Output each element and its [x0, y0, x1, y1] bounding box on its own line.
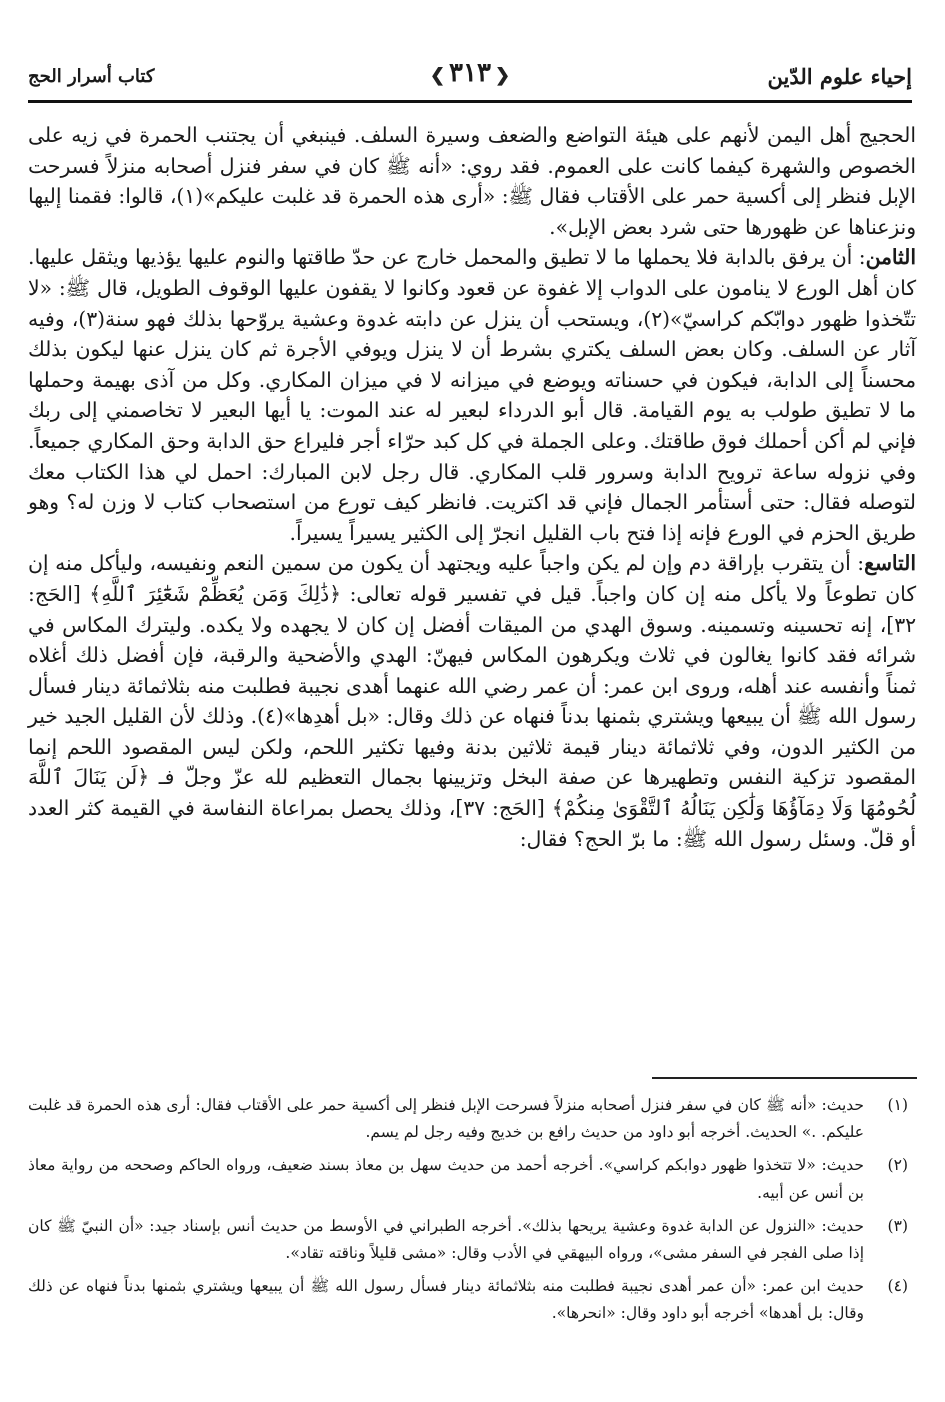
paragraph-heading: التاسع — [864, 551, 916, 576]
main-text — [28, 120, 916, 854]
paragraph-heading: الثامن — [865, 245, 916, 270]
footnote-text: حديث: «النزول عن الدابة غدوة وعشية يريحها بذلك». أخرجه الطبراني في الأوسط من حديث أنس بإسناد جيد: «أن النبيّ ﷺ كان إذا صلى الفجر في السفر مشى»، ورواه البيهقي في الأدب وقال: «مشى قليلاً وناقته تقاد». — [28, 1216, 864, 1263]
paragraph-text: : أن يتقرب بإراقة دم وإن لم يكن واجباً عليه ويجتهد أن يكون من سمين النعم ونفيسه، وليأكل منه إن كان تطوعاً ولا يأكل منه إن كان واجباً. قيل في تفسير قوله تعالى: ﴿ذَٰلِكَ وَمَن يُعَظِّمْ شَعَٰٓئِرَ ٱللَّهِ﴾ [الحَج: ٣٢]، إنه تحسينه وتسمينه. وسوق الهدي من الميقات أفضل إن كان لا يجهده ولا يكده. وليترك المكاس في شرائه فقد كانوا يغالون في ثلاث ويكرهون المكاس فيهنّ: الهدي والأضحية والرقبة، فإن أفضل ذلك أغلاه ثمناً وأنفسه عند أهله، وروى ابن عمر: أن عمر رضي الله عنهما أهدى نجيبة فطلبت منه بثلاثمائة دينار فسأل رسول الله ﷺ أن يبيعها ويشتري بثمنها بدناً فنهاه عن ذلك وقال: «بل أهدِها»(٤). وذلك لأن القليل الجيد خير من الكثير الدون، وفي ثلاثمائة دينار قيمة ثلاثين بدنة وفيها تكثير اللحم، ولكن ليس المقصود اللحم إنما المقصود تزكية النفس وتطهيرها عن صفة البخل وتزيينها بجمال التعظيم لله عزّ وجلّ فـ ﴿لَن يَنَالَ ٱللَّهَ لُحُومُهَا وَلَا دِمَآؤُهَا وَلَٰكِن يَنَالُهُ ٱلتَّقْوَىٰ مِنكُمْ﴾ [الحَج: ٣٧]، وذلك يحصل بمراعاة النفاسة في القيمة كثر العدد أو قلّ. وسئل رسول الله ﷺ: ما برّ الحج؟ فقال: — [28, 551, 916, 851]
page-number-block — [426, 58, 514, 88]
section-title: كتاب أسرار الحج — [28, 66, 155, 87]
footnote-item — [28, 1152, 916, 1206]
left-ornament-icon: ❮ — [494, 65, 511, 86]
footnote-item — [28, 1273, 916, 1327]
footnote-text: حديث: «لا تتخذوا ظهور دوابكم كراسي». أخرجه أحمد من حديث سهل بن معاذ بسند ضعيف، ورواه الحاكم وصححه من رواية معاذ بن أنس عن أبيه. — [28, 1156, 864, 1202]
footnote-item — [28, 1092, 916, 1146]
paragraph-text: الحجيج أهل اليمن لأنهم على هيئة التواضع والضعف وسيرة السلف. فينبغي أن يجتنب الحمرة في زيه على الخصوص والشهرة كيفما كانت على العموم. فقد روي: «أنه ﷺ كان في سفر فنزل أصحابه منزلاً فسرحت الإبل فنظر إلى أكسية حمر على الأقتاب فقال ﷺ: «أرى هذه الحمرة قد غلبت عليكم»(١)، قالوا: فقمنا إليها ونزعناها عن ظهورها حتى شرد بعض الإبل». — [28, 123, 916, 239]
footnote-number: (١) — [887, 1096, 908, 1114]
footnote-number: (٤) — [887, 1277, 908, 1296]
book-title: إحياء علوم الدّين — [767, 64, 912, 89]
header-divider — [28, 100, 912, 103]
footnote-number: (٢) — [887, 1156, 908, 1175]
paragraph-eighth — [28, 242, 916, 548]
footnote-item — [28, 1213, 916, 1267]
footnote-text: حديث ابن عمر: «أن عمر أهدى نجيبة فطلبت منه بثلاثمائة دينار فسأل رسول الله ﷺ أن يبيعها ويشتري بثمنها بدناً فنهاه عن ذلك وقال: بل أهدها» أخرجه أبو داود وقال: «انحرها». — [28, 1277, 864, 1323]
paragraph-ninth — [28, 548, 916, 854]
footnote-divider — [652, 1077, 917, 1079]
footnote-text: حديث: «أنه ﷺ كان في سفر فنزل أصحابه منزلاً فسرحت الإبل فنظر إلى أكسية حمر على الأقتاب فقال: أرى هذه الحمرة قد غلبت عليكم. .» الحديث. أخرجه أبو داود من حديث رافع بن خديج وفيه رجل لم يسم. — [28, 1096, 864, 1142]
page-header — [28, 58, 912, 104]
paragraph-intro — [28, 120, 916, 242]
page-number: ٣١٣ — [449, 58, 491, 88]
paragraph-text: : أن يرفق بالدابة فلا يحملها ما لا تطيق والمحمل خارج عن حدّ طاقتها والنوم عليها يؤذيها ويثقل عليها. كان أهل الورع لا ينامون على الدواب إلا غفوة عن قعود وكانوا لا يقفون عليها الوقوف الطويل، قال ﷺ: «لا تتّخذوا ظهور دوابّكم كراسيّ»(٢)، ويستحب أن ينزل عن دابته غدوة وعشية يروّحها بذلك فهو سنة(٣)، وفيه آثار عن السلف. وكان بعض السلف يكتري بشرط أن لا ينزل ويوفي الأجرة ثم كان ينزل عنها ليكون بذلك محسناً إلى الدابة، فيكون في حسناته ويوضع في ميزانه لا في ميزان المكاري. وكل من آذى بهيمة وحملها ما لا تطيق طولب به يوم القيامة. قال أبو الدرداء لبعير له عند الموت: يا أيها البعير لا تخاصمني إلى ربك فإني لم أكن أحملك فوق طاقتك. وعلى الجملة في كل كبد حرّاء أجر فليراع حق الدابة وحق المكاري جميعاً. وفي نزوله ساعة ترويح الدابة وسرور قلب المكاري. قال رجل لابن المبارك: احمل لي هذا الكتاب معك لتوصله فقال: حتى أستأمر الجمال فإني قد اكتريت. فانظر كيف تورع من استصحاب كتاب لا وزن له؟ وهو طريق الحزم في الورع فإنه إذا فتح باب القليل انجرّ إلى الكثير يسيراً يسيراً. — [28, 245, 916, 545]
right-ornament-icon: ❯ — [429, 65, 446, 86]
footnotes — [28, 1092, 916, 1334]
footnote-number: (٣) — [887, 1216, 908, 1235]
